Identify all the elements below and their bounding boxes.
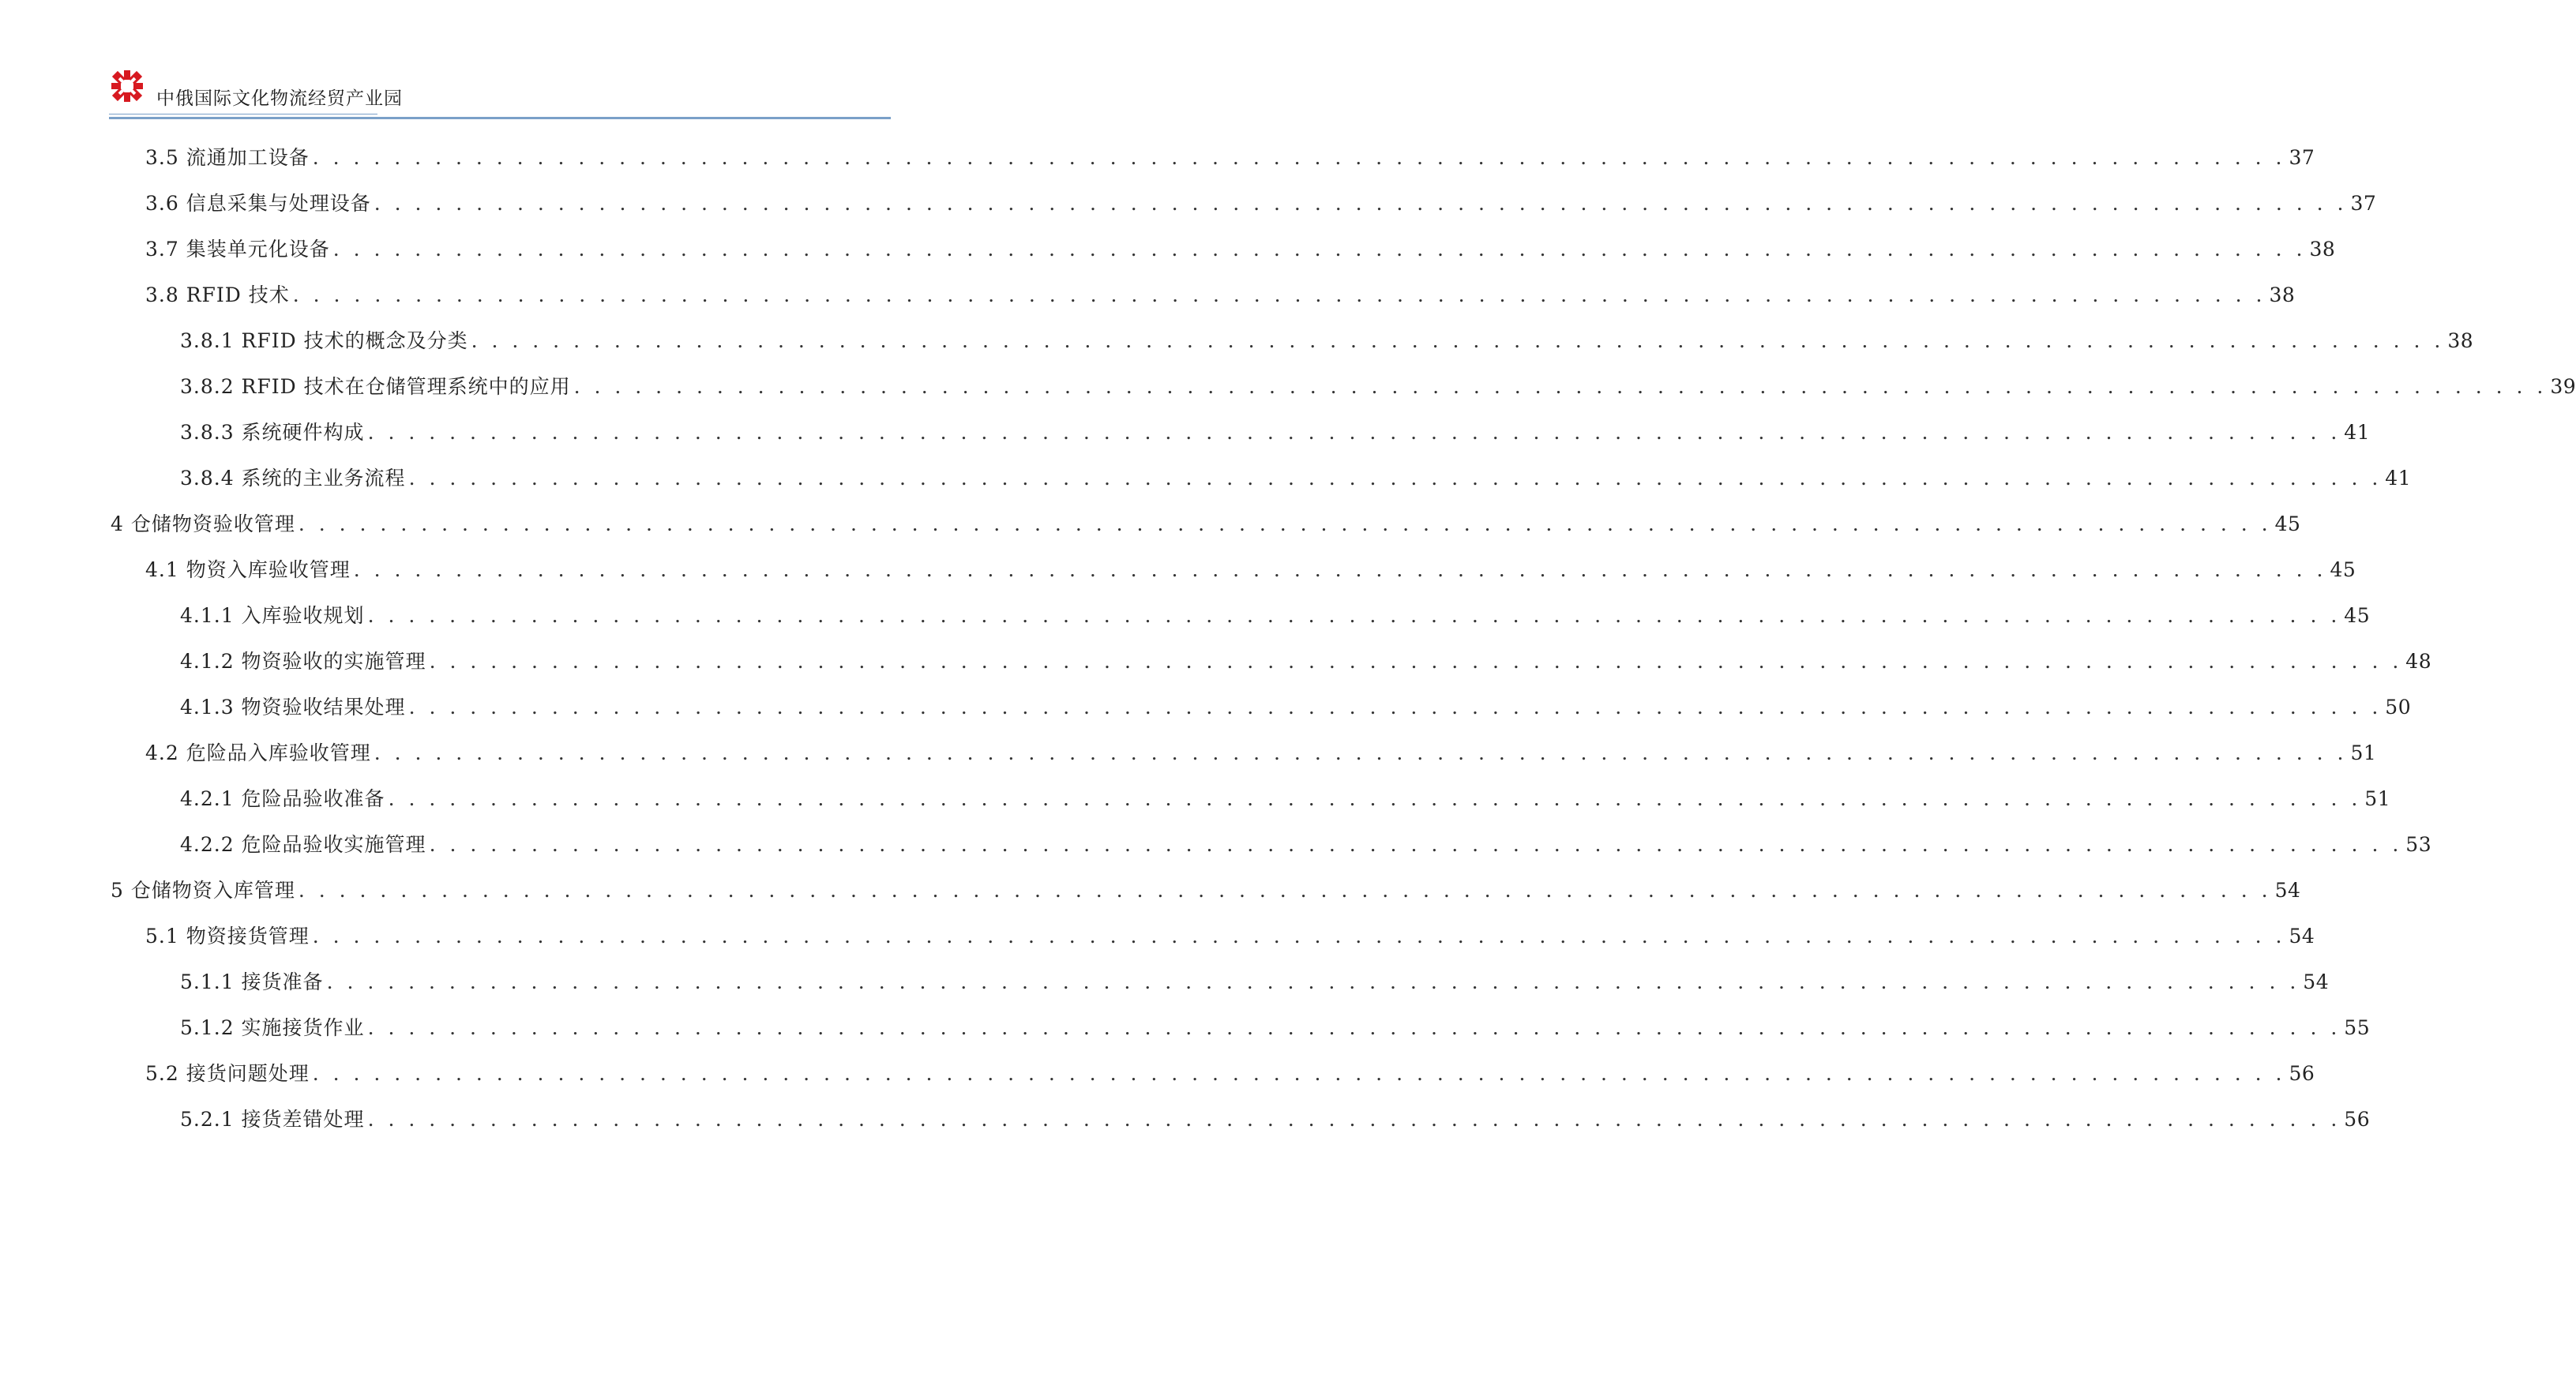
toc-leader: . . . . . . . . . . . . . . . . . . . . . . . . . . . . . . . . . . . . . . . . . . . . . . . . . . . . . . . . . . . . . . . . . . . . . . . . . . . . . . . . . . . . . . . . . . . . . . . . .	[312, 925, 2286, 948]
toc-entry[interactable]	[145, 1055, 2315, 1087]
toc-page-number: 45	[2274, 512, 2301, 535]
toc-entry[interactable]	[180, 460, 2412, 491]
toc-leader: . . . . . . . . . . . . . . . . . . . . . . . . . . . . . . . . . . . . . . . . . . . . . . . . . . . . . . . . . . . . . . . . . . . . . . . . . . . . . . . . . . . . . . . . . . . . . . . . .	[429, 833, 2403, 856]
toc-leader: . . . . . . . . . . . . . . . . . . . . . . . . . . . . . . . . . . . . . . . . . . . . . . . . . . . . . . . . . . . . . . . . . . . . . . . . . . . . . . . . . . . . . . . . . . . . . . . . .	[471, 329, 2445, 352]
toc-entry-title: 4.1 物资入库验收管理	[145, 558, 351, 581]
toc-entry[interactable]	[180, 826, 2432, 858]
toc-entry[interactable]	[145, 139, 2315, 171]
toc-page-number: 51	[2350, 741, 2377, 764]
toc-entry[interactable]	[145, 918, 2315, 949]
toc-entry-title: 3.7 集装单元化设备	[145, 238, 330, 261]
toc-leader: . . . . . . . . . . . . . . . . . . . . . . . . . . . . . . . . . . . . . . . . . . . . . . . . . . . . . . . . . . . . . . . . . . . . . . . . . . . . . . . . . . . . . . . . . . . . . . . . .	[388, 787, 2362, 810]
toc-page-number: 41	[2385, 467, 2412, 490]
toc-entry-title: 4.2.1 危险品验收准备	[180, 787, 385, 810]
toc-entry[interactable]	[180, 780, 2391, 812]
toc-entry-title: 3.8.3 系统硬件构成	[180, 421, 365, 444]
toc-page-number: 37	[2289, 146, 2315, 169]
toc-page-number: 38	[2447, 329, 2474, 352]
toc-leader: . . . . . . . . . . . . . . . . . . . . . . . . . . . . . . . . . . . . . . . . . . . . . . . . . . . . . . . . . . . . . . . . . . . . . . . . . . . . . . . . . . . . . . . . . . . . . . . . .	[312, 146, 2286, 169]
toc-page-number: 50	[2385, 696, 2412, 719]
toc-entry-title: 4 仓储物资验收管理	[111, 512, 295, 535]
toc-page-number: 55	[2344, 1016, 2371, 1039]
toc-entry[interactable]	[180, 322, 2474, 354]
toc-leader: . . . . . . . . . . . . . . . . . . . . . . . . . . . . . . . . . . . . . . . . . . . . . . . . . . . . . . . . . . . . . . . . . . . . . . . . . . . . . . . . . . . . . . . . . . . . . . . . .	[374, 741, 2348, 764]
toc-page-number: 54	[2289, 925, 2315, 948]
toc-leader: . . . . . . . . . . . . . . . . . . . . . . . . . . . . . . . . . . . . . . . . . . . . . . . . . . . . . . . . . . . . . . . . . . . . . . . . . . . . . . . . . . . . . . . . . . . . . . . . .	[374, 192, 2348, 215]
toc-entry[interactable]	[145, 276, 2296, 308]
toc-entry-title: 3.8.2 RFID 技术在仓储管理系统中的应用	[180, 375, 571, 398]
toc-entry[interactable]	[145, 231, 2336, 262]
toc-leader: . . . . . . . . . . . . . . . . . . . . . . . . . . . . . . . . . . . . . . . . . . . . . . . . . . . . . . . . . . . . . . . . . . . . . . . . . . . . . . . . . . . . . . . . . . . . . . . . .	[298, 879, 2272, 902]
header-title: 中俄国际文化物流经贸产业园	[156, 88, 403, 109]
toc-entry[interactable]	[111, 505, 2301, 537]
toc-leader: . . . . . . . . . . . . . . . . . . . . . . . . . . . . . . . . . . . . . . . . . . . . . . . . . . . . . . . . . . . . . . . . . . . . . . . . . . . . . . . . . . . . . . . . . . . . . . . . .	[312, 1062, 2286, 1085]
toc-entry-title: 5.1.1 接货准备	[180, 970, 324, 993]
toc-page-number: 37	[2350, 192, 2377, 215]
toc-entry-title: 3.8 RFID 技术	[145, 283, 290, 306]
toc-leader: . . . . . . . . . . . . . . . . . . . . . . . . . . . . . . . . . . . . . . . . . . . . . . . . . . . . . . . . . . . . . . . . . . . . . . . . . . . . . . . . . . . . . . . . . . . . . . . . .	[332, 238, 2307, 261]
toc-entry[interactable]	[145, 551, 2356, 583]
toc-page-number: 38	[2269, 283, 2296, 306]
toc-page-number: 39	[2550, 375, 2576, 398]
toc-entry-title: 4.1.2 物资验收的实施管理	[180, 650, 426, 673]
toc-page-number: 54	[2274, 879, 2301, 902]
toc-page-number: 48	[2405, 650, 2432, 673]
toc-entry-title: 3.6 信息采集与处理设备	[145, 192, 371, 215]
toc-page-number: 56	[2344, 1108, 2371, 1131]
toc-leader: . . . . . . . . . . . . . . . . . . . . . . . . . . . . . . . . . . . . . . . . . . . . . . . . . . . . . . . . . . . . . . . . . . . . . . . . . . . . . . . . . . . . . . . . . . . . . . . . .	[408, 467, 2383, 490]
toc-entry[interactable]	[180, 689, 2412, 720]
toc-leader: . . . . . . . . . . . . . . . . . . . . . . . . . . . . . . . . . . . . . . . . . . . . . . . . . . . . . . . . . . . . . . . . . . . . . . . . . . . . . . . . . . . . . . . . . . . . . . . . .	[367, 604, 2341, 627]
toc-page-number: 56	[2289, 1062, 2315, 1085]
toc-entry-title: 5.2.1 接货差错处理	[180, 1108, 365, 1131]
toc-leader: . . . . . . . . . . . . . . . . . . . . . . . . . . . . . . . . . . . . . . . . . . . . . . . . . . . . . . . . . . . . . . . . . . . . . . . . . . . . . . . . . . . . . . . . . . . . . . . . .	[408, 696, 2383, 719]
toc-entry[interactable]	[180, 414, 2371, 445]
toc-page-number: 51	[2364, 787, 2391, 810]
toc-leader: . . . . . . . . . . . . . . . . . . . . . . . . . . . . . . . . . . . . . . . . . . . . . . . . . . . . . . . . . . . . . . . . . . . . . . . . . . . . . . . . . . . . . . . . . . . . . . . . .	[353, 558, 2327, 581]
toc-entry-title: 4.1.3 物资验收结果处理	[180, 696, 406, 719]
toc-page-number: 41	[2344, 421, 2371, 444]
toc-entry[interactable]	[180, 1009, 2371, 1041]
toc-page-number: 54	[2303, 970, 2330, 993]
toc-entry-title: 5.1 物资接货管理	[145, 925, 310, 948]
toc-leader: . . . . . . . . . . . . . . . . . . . . . . . . . . . . . . . . . . . . . . . . . . . . . . . . . . . . . . . . . . . . . . . . . . . . . . . . . . . . . . . . . . . . . . . . . . . . . . . . .	[367, 421, 2341, 444]
toc-leader: . . . . . . . . . . . . . . . . . . . . . . . . . . . . . . . . . . . . . . . . . . . . . . . . . . . . . . . . . . . . . . . . . . . . . . . . . . . . . . . . . . . . . . . . . . . . . . . . .	[367, 1108, 2341, 1131]
toc-leader: . . . . . . . . . . . . . . . . . . . . . . . . . . . . . . . . . . . . . . . . . . . . . . . . . . . . . . . . . . . . . . . . . . . . . . . . . . . . . . . . . . . . . . . . . . . . . . . . .	[298, 512, 2272, 535]
toc-leader: . . . . . . . . . . . . . . . . . . . . . . . . . . . . . . . . . . . . . . . . . . . . . . . . . . . . . . . . . . . . . . . . . . . . . . . . . . . . . . . . . . . . . . . . . . . . . . . . .	[573, 375, 2548, 398]
toc-leader: . . . . . . . . . . . . . . . . . . . . . . . . . . . . . . . . . . . . . . . . . . . . . . . . . . . . . . . . . . . . . . . . . . . . . . . . . . . . . . . . . . . . . . . . . . . . . . . . .	[429, 650, 2403, 673]
toc-entry-title: 5.2 接货问题处理	[145, 1062, 310, 1085]
toc-entry-title: 3.8.4 系统的主业务流程	[180, 467, 406, 490]
toc-entry[interactable]	[145, 734, 2377, 766]
toc-entry[interactable]	[145, 185, 2377, 216]
toc-entry-title: 4.2 危险品入库验收管理	[145, 741, 371, 764]
toc-entry[interactable]	[180, 368, 2576, 400]
toc-leader: . . . . . . . . . . . . . . . . . . . . . . . . . . . . . . . . . . . . . . . . . . . . . . . . . . . . . . . . . . . . . . . . . . . . . . . . . . . . . . . . . . . . . . . . . . . . . . . . .	[292, 283, 2266, 306]
toc-leader: . . . . . . . . . . . . . . . . . . . . . . . . . . . . . . . . . . . . . . . . . . . . . . . . . . . . . . . . . . . . . . . . . . . . . . . . . . . . . . . . . . . . . . . . . . . . . . . . .	[326, 970, 2300, 993]
toc-entry[interactable]	[180, 643, 2432, 674]
toc-page-number: 45	[2330, 558, 2356, 581]
toc-entry-title: 3.5 流通加工设备	[145, 146, 310, 169]
toc-page-number: 45	[2344, 604, 2371, 627]
toc-entry[interactable]	[180, 963, 2330, 995]
toc-page-number: 38	[2309, 238, 2336, 261]
toc-entry-title: 5 仓储物资入库管理	[111, 879, 295, 902]
toc-page-number: 53	[2405, 833, 2432, 856]
toc-leader: . . . . . . . . . . . . . . . . . . . . . . . . . . . . . . . . . . . . . . . . . . . . . . . . . . . . . . . . . . . . . . . . . . . . . . . . . . . . . . . . . . . . . . . . . . . . . . . . .	[367, 1016, 2341, 1039]
toc-entry-title: 3.8.1 RFID 技术的概念及分类	[180, 329, 468, 352]
toc-entry-title: 4.1.1 入库验收规划	[180, 604, 365, 627]
toc-entry[interactable]	[111, 872, 2301, 903]
toc-entry[interactable]	[180, 1101, 2371, 1132]
toc-entry-title: 5.1.2 实施接货作业	[180, 1016, 365, 1039]
toc-entry-title: 4.2.2 危险品验收实施管理	[180, 833, 426, 856]
toc-entry[interactable]	[180, 597, 2371, 629]
